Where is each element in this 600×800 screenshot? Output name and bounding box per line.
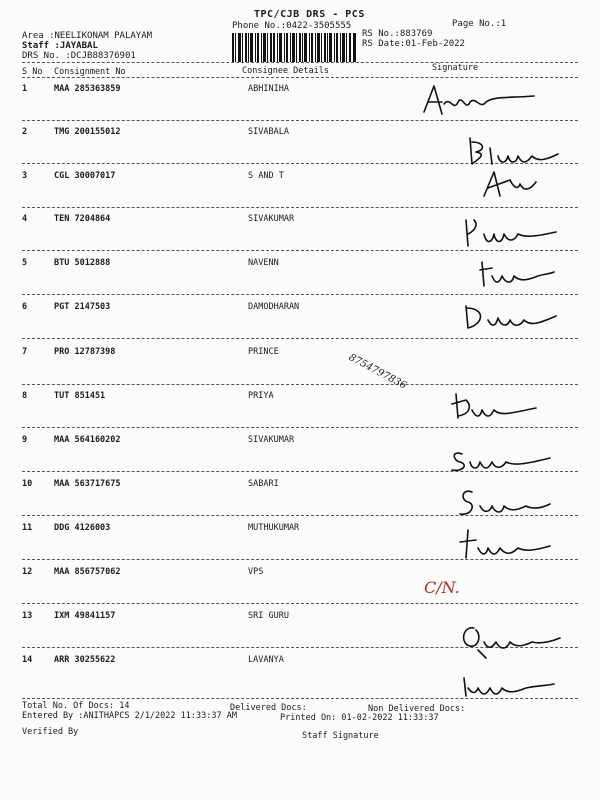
consignee-name: PRINCE <box>248 347 279 357</box>
header-divider <box>22 62 578 63</box>
consignment-number: IXM 49841157 <box>54 611 116 621</box>
signature-row-8 <box>450 390 540 424</box>
consignee-name: ABHINIHA <box>248 84 289 94</box>
consignee-name: PRIYA <box>248 391 274 401</box>
signature-row-6 <box>462 300 562 334</box>
row-serial-number: 12 <box>22 567 33 577</box>
signature-row-4 <box>462 214 562 250</box>
signature-row-11 <box>458 526 558 566</box>
consignee-name: MUTHUKUMAR <box>248 523 300 533</box>
consignment-number: MAA 285363859 <box>54 84 121 94</box>
row-serial-number: 10 <box>22 479 33 489</box>
barcode <box>232 33 356 62</box>
consignment-number: MAA 856757062 <box>54 567 121 577</box>
consignment-number: MAA 563717675 <box>54 479 121 489</box>
document-title: TPC/CJB DRS - PCS <box>254 9 365 20</box>
row-serial-number: 14 <box>22 655 33 665</box>
consignee-name: SIVAKUMAR <box>248 214 295 224</box>
staff-label: Staff :JAYABAL <box>22 41 98 51</box>
row-divider <box>22 603 578 604</box>
consignment-number: MAA 564160202 <box>54 435 121 445</box>
delivered-docs: Delivered Docs: <box>230 703 307 713</box>
row-serial-number: 4 <box>22 214 28 224</box>
signature-row-3 <box>480 166 550 200</box>
drs-number: DRS No. :DCJB88376901 <box>22 51 136 61</box>
consignment-number: TUT 851451 <box>54 391 106 401</box>
handwritten-cn-note: C/N. <box>424 578 460 597</box>
consignment-number: TMG 200155012 <box>54 127 121 137</box>
column-header-consignee: Consignee Details <box>242 66 329 76</box>
footer-divider <box>22 698 578 699</box>
row-serial-number: 13 <box>22 611 33 621</box>
row-serial-number: 2 <box>22 127 28 137</box>
consignee-name: VPS <box>248 567 264 577</box>
row-divider <box>22 338 578 339</box>
consignment-number: BTU 5012888 <box>54 258 111 268</box>
rs-date: RS Date:01-Feb-2022 <box>362 39 465 49</box>
row-divider <box>22 427 578 428</box>
consignment-number: DDG 4126003 <box>54 523 111 533</box>
row-serial-number: 6 <box>22 302 28 312</box>
consignee-name: SIVABALA <box>248 127 289 137</box>
consignee-name: LAVANYA <box>248 655 284 665</box>
column-header-divider <box>22 77 578 78</box>
row-serial-number: 1 <box>22 84 28 94</box>
printed-on: Printed On: 01-02-2022 11:33:37 <box>280 713 439 723</box>
signature-row-5 <box>478 256 558 290</box>
consignment-number: PRO 12787398 <box>54 347 116 357</box>
row-divider <box>22 207 578 208</box>
consignee-name: NAVENN <box>248 258 279 268</box>
total-docs: Total No. Of Docs: 14 <box>22 701 130 711</box>
page-number: Page No.:1 <box>452 19 507 29</box>
row-divider <box>22 294 578 295</box>
consignment-number: TEN 7204864 <box>54 214 111 224</box>
signature-row-2 <box>466 134 566 170</box>
consignment-number: CGL 30007017 <box>54 171 116 181</box>
row-serial-number: 3 <box>22 171 28 181</box>
consignee-name: SIVAKUMAR <box>248 435 295 445</box>
entered-by: Entered By :ANITHAPCS 2/1/2022 11:33:37 AM <box>22 711 237 721</box>
signature-row-13 <box>456 620 566 660</box>
column-header-signature: Signature <box>432 63 479 73</box>
signature-row-9 <box>448 444 558 476</box>
row-serial-number: 9 <box>22 435 28 445</box>
consignment-number: PGT 2147503 <box>54 302 111 312</box>
phone-number: Phone No.:0422-3505555 <box>232 21 352 31</box>
verified-by-label: Verified By <box>22 727 79 737</box>
row-serial-number: 11 <box>22 523 33 533</box>
consignment-number: ARR 30255622 <box>54 655 116 665</box>
row-serial-number: 5 <box>22 258 28 268</box>
row-divider <box>22 250 578 251</box>
non-delivered-docs: Non Delivered Docs: <box>368 704 466 714</box>
row-serial-number: 7 <box>22 347 28 357</box>
consignee-name: SRI GURU <box>248 611 289 621</box>
staff-signature-label: Staff Signature <box>302 731 379 741</box>
consignee-name: DAMODHARAN <box>248 302 300 312</box>
area-label: Area :NEELIKONAM PALAYAM <box>22 31 153 41</box>
column-header-consignment: Consignment No <box>54 67 126 77</box>
signature-row-1 <box>420 82 540 122</box>
row-serial-number: 8 <box>22 391 28 401</box>
handwritten-phone-note: 8754797836 <box>346 352 409 392</box>
rs-number: RS No.:883769 <box>362 29 433 39</box>
consignee-name: S AND T <box>248 171 284 181</box>
column-header-sno: S No <box>22 67 43 77</box>
consignee-name: SABARI <box>248 479 279 489</box>
row-divider <box>22 384 578 385</box>
signature-row-10 <box>456 484 556 524</box>
